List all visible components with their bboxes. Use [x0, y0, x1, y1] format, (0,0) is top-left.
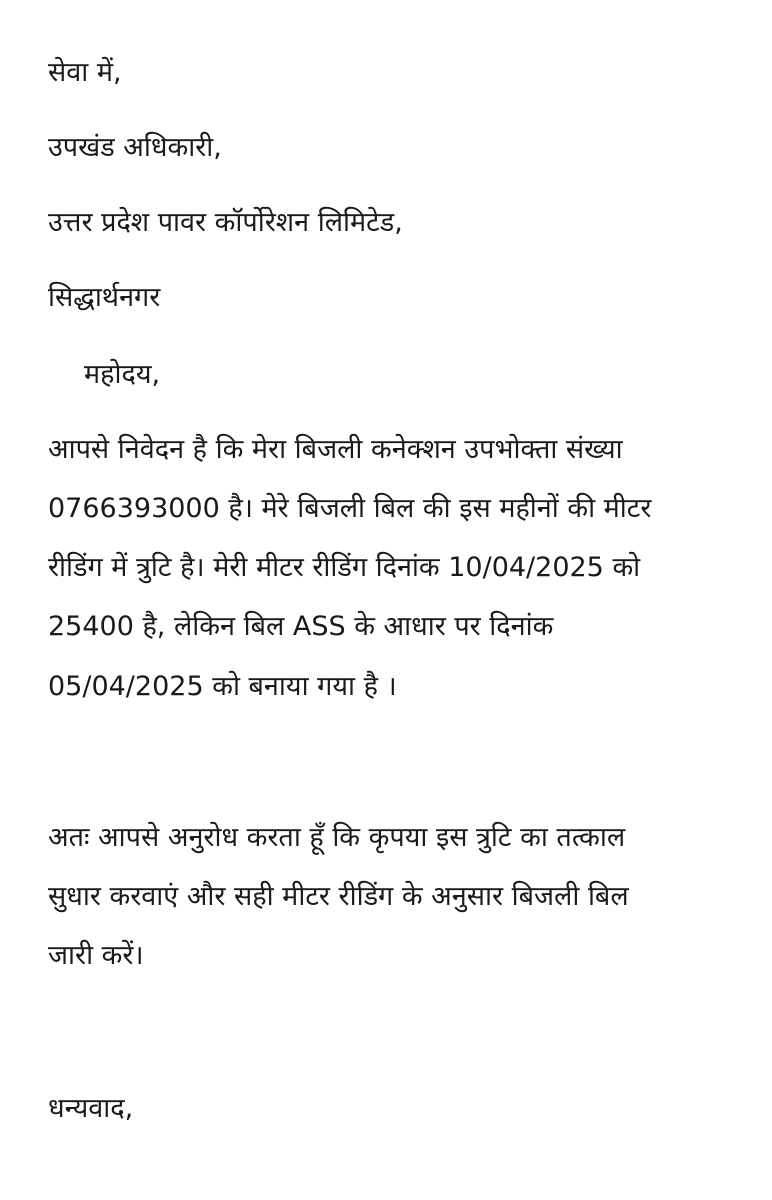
salutation: महोदय,: [84, 359, 161, 390]
body-paragraph-1-line: 0766393000 है। मेरे बिजली बिल की इस महीनों की मीटर: [48, 493, 652, 524]
address-to: सेवा में,: [48, 57, 122, 88]
body-paragraph-1-line: 05/04/2025 को बनाया गया है ।: [48, 671, 397, 702]
body-paragraph-2-line: अतः आपसे अनुरोध करता हूँ कि कृपया इस त्रुटि का तत्काल: [48, 822, 626, 853]
address-organization: उत्तर प्रदेश पावर कॉर्पोरेशन लिमिटेड,: [48, 207, 403, 238]
body-paragraph-1-line: आपसे निवेदन है कि मेरा बिजली कनेक्शन उपभोक्ता संख्या: [48, 434, 623, 465]
address-designation: उपखंड अधिकारी,: [48, 132, 222, 163]
body-paragraph-2-line: सुधार करवाएं और सही मीटर रीडिंग के अनुसार बिजली बिल: [48, 881, 629, 912]
body-paragraph-1-line: 25400 है, लेकिन बिल ASS के आधार पर दिनांक: [48, 611, 554, 642]
address-location: सिद्धार्थनगर: [48, 282, 161, 313]
closing: धन्यवाद,: [48, 1093, 134, 1124]
body-paragraph-2-line: जारी करें।: [48, 940, 144, 971]
body-paragraph-1-line: रीडिंग में त्रुटि है। मेरी मीटर रीडिंग दिनांक 10/04/2025 को: [48, 552, 641, 583]
